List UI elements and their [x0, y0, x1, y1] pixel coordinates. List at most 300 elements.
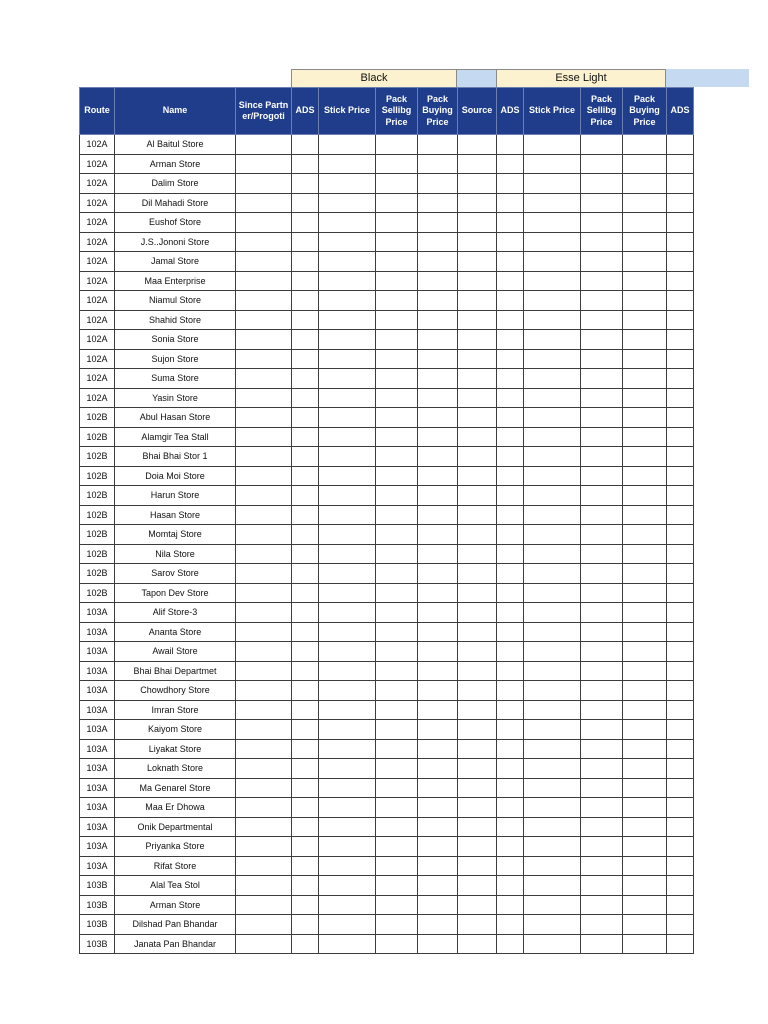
route-cell[interactable]: 103A [80, 798, 115, 818]
empty-cell[interactable] [319, 525, 376, 545]
empty-cell[interactable] [623, 525, 667, 545]
empty-cell[interactable] [581, 700, 623, 720]
empty-cell[interactable] [376, 291, 418, 311]
empty-cell[interactable] [376, 876, 418, 896]
empty-cell[interactable] [623, 934, 667, 954]
empty-cell[interactable] [667, 720, 694, 740]
empty-cell[interactable] [292, 135, 319, 155]
store-name-cell[interactable]: Al Baitul Store [115, 135, 236, 155]
route-cell[interactable]: 103A [80, 681, 115, 701]
empty-cell[interactable] [524, 252, 581, 272]
empty-cell[interactable] [418, 271, 458, 291]
empty-cell[interactable] [236, 856, 292, 876]
empty-cell[interactable] [418, 915, 458, 935]
route-cell[interactable]: 102A [80, 135, 115, 155]
empty-cell[interactable] [376, 232, 418, 252]
empty-cell[interactable] [376, 759, 418, 779]
empty-cell[interactable] [458, 291, 497, 311]
empty-cell[interactable] [581, 447, 623, 467]
empty-cell[interactable] [458, 544, 497, 564]
empty-cell[interactable] [376, 525, 418, 545]
empty-cell[interactable] [581, 154, 623, 174]
store-name-cell[interactable]: Dalim Store [115, 174, 236, 194]
empty-cell[interactable] [497, 486, 524, 506]
empty-cell[interactable] [236, 564, 292, 584]
empty-cell[interactable] [292, 915, 319, 935]
empty-cell[interactable] [418, 135, 458, 155]
route-cell[interactable]: 102B [80, 427, 115, 447]
empty-cell[interactable] [524, 447, 581, 467]
empty-cell[interactable] [667, 135, 694, 155]
empty-cell[interactable] [524, 291, 581, 311]
empty-cell[interactable] [418, 427, 458, 447]
empty-cell[interactable] [376, 817, 418, 837]
empty-cell[interactable] [623, 213, 667, 233]
empty-cell[interactable] [458, 427, 497, 447]
empty-cell[interactable] [497, 369, 524, 389]
route-cell[interactable]: 103A [80, 817, 115, 837]
empty-cell[interactable] [667, 798, 694, 818]
empty-cell[interactable] [623, 388, 667, 408]
empty-cell[interactable] [458, 525, 497, 545]
store-name-cell[interactable]: Eushof Store [115, 213, 236, 233]
empty-cell[interactable] [458, 583, 497, 603]
empty-cell[interactable] [623, 837, 667, 857]
empty-cell[interactable] [376, 427, 418, 447]
empty-cell[interactable] [292, 310, 319, 330]
route-cell[interactable]: 103B [80, 876, 115, 896]
empty-cell[interactable] [623, 349, 667, 369]
empty-cell[interactable] [667, 681, 694, 701]
empty-cell[interactable] [236, 720, 292, 740]
empty-cell[interactable] [292, 466, 319, 486]
store-name-cell[interactable]: Chowdhory Store [115, 681, 236, 701]
empty-cell[interactable] [497, 564, 524, 584]
empty-cell[interactable] [319, 817, 376, 837]
empty-cell[interactable] [319, 291, 376, 311]
empty-cell[interactable] [376, 544, 418, 564]
empty-cell[interactable] [418, 895, 458, 915]
empty-cell[interactable] [319, 271, 376, 291]
store-name-cell[interactable]: Liyakat Store [115, 739, 236, 759]
empty-cell[interactable] [524, 193, 581, 213]
empty-cell[interactable] [524, 798, 581, 818]
empty-cell[interactable] [236, 271, 292, 291]
empty-cell[interactable] [292, 739, 319, 759]
empty-cell[interactable] [667, 739, 694, 759]
empty-cell[interactable] [319, 681, 376, 701]
empty-cell[interactable] [623, 291, 667, 311]
empty-cell[interactable] [236, 310, 292, 330]
empty-cell[interactable] [418, 700, 458, 720]
empty-cell[interactable] [581, 174, 623, 194]
empty-cell[interactable] [497, 525, 524, 545]
route-cell[interactable]: 103B [80, 895, 115, 915]
empty-cell[interactable] [623, 739, 667, 759]
empty-cell[interactable] [236, 603, 292, 623]
empty-cell[interactable] [418, 213, 458, 233]
empty-cell[interactable] [236, 876, 292, 896]
empty-cell[interactable] [497, 700, 524, 720]
empty-cell[interactable] [236, 837, 292, 857]
empty-cell[interactable] [236, 193, 292, 213]
empty-cell[interactable] [524, 837, 581, 857]
empty-cell[interactable] [319, 388, 376, 408]
empty-cell[interactable] [667, 759, 694, 779]
empty-cell[interactable] [581, 915, 623, 935]
empty-cell[interactable] [292, 837, 319, 857]
empty-cell[interactable] [319, 447, 376, 467]
empty-cell[interactable] [497, 895, 524, 915]
route-cell[interactable]: 102B [80, 583, 115, 603]
empty-cell[interactable] [236, 427, 292, 447]
empty-cell[interactable] [524, 408, 581, 428]
empty-cell[interactable] [623, 583, 667, 603]
empty-cell[interactable] [418, 759, 458, 779]
empty-cell[interactable] [581, 466, 623, 486]
empty-cell[interactable] [319, 193, 376, 213]
empty-cell[interactable] [292, 583, 319, 603]
empty-cell[interactable] [236, 330, 292, 350]
store-name-cell[interactable]: J.S..Jononi Store [115, 232, 236, 252]
empty-cell[interactable] [319, 427, 376, 447]
empty-cell[interactable] [667, 330, 694, 350]
store-name-cell[interactable]: Niamul Store [115, 291, 236, 311]
empty-cell[interactable] [292, 369, 319, 389]
empty-cell[interactable] [623, 232, 667, 252]
empty-cell[interactable] [418, 876, 458, 896]
empty-cell[interactable] [667, 408, 694, 428]
empty-cell[interactable] [667, 252, 694, 272]
empty-cell[interactable] [292, 700, 319, 720]
empty-cell[interactable] [581, 759, 623, 779]
empty-cell[interactable] [319, 778, 376, 798]
empty-cell[interactable] [623, 603, 667, 623]
store-name-cell[interactable]: Sarov Store [115, 564, 236, 584]
empty-cell[interactable] [292, 856, 319, 876]
empty-cell[interactable] [236, 291, 292, 311]
empty-cell[interactable] [319, 564, 376, 584]
route-cell[interactable]: 102B [80, 544, 115, 564]
store-name-cell[interactable]: Dilshad Pan Bhandar [115, 915, 236, 935]
empty-cell[interactable] [581, 408, 623, 428]
empty-cell[interactable] [292, 895, 319, 915]
empty-cell[interactable] [497, 915, 524, 935]
empty-cell[interactable] [524, 661, 581, 681]
empty-cell[interactable] [667, 564, 694, 584]
empty-cell[interactable] [623, 798, 667, 818]
store-name-cell[interactable]: Tapon Dev Store [115, 583, 236, 603]
store-name-cell[interactable]: Momtaj Store [115, 525, 236, 545]
empty-cell[interactable] [623, 135, 667, 155]
empty-cell[interactable] [667, 213, 694, 233]
route-cell[interactable]: 102B [80, 564, 115, 584]
empty-cell[interactable] [418, 642, 458, 662]
store-name-cell[interactable]: Alamgir Tea Stall [115, 427, 236, 447]
empty-cell[interactable] [376, 739, 418, 759]
empty-cell[interactable] [497, 310, 524, 330]
empty-cell[interactable] [524, 505, 581, 525]
empty-cell[interactable] [581, 349, 623, 369]
empty-cell[interactable] [623, 876, 667, 896]
empty-cell[interactable] [292, 486, 319, 506]
empty-cell[interactable] [236, 759, 292, 779]
empty-cell[interactable] [319, 720, 376, 740]
empty-cell[interactable] [292, 505, 319, 525]
empty-cell[interactable] [418, 232, 458, 252]
empty-cell[interactable] [319, 252, 376, 272]
route-cell[interactable]: 103A [80, 837, 115, 857]
empty-cell[interactable] [581, 622, 623, 642]
empty-cell[interactable] [376, 915, 418, 935]
empty-cell[interactable] [236, 135, 292, 155]
empty-cell[interactable] [524, 427, 581, 447]
empty-cell[interactable] [581, 271, 623, 291]
empty-cell[interactable] [623, 505, 667, 525]
empty-cell[interactable] [236, 252, 292, 272]
empty-cell[interactable] [458, 447, 497, 467]
empty-cell[interactable] [236, 505, 292, 525]
empty-cell[interactable] [418, 934, 458, 954]
empty-cell[interactable] [376, 778, 418, 798]
empty-cell[interactable] [236, 739, 292, 759]
empty-cell[interactable] [458, 876, 497, 896]
empty-cell[interactable] [497, 349, 524, 369]
route-cell[interactable]: 103A [80, 642, 115, 662]
empty-cell[interactable] [667, 778, 694, 798]
empty-cell[interactable] [376, 330, 418, 350]
empty-cell[interactable] [623, 466, 667, 486]
empty-cell[interactable] [458, 720, 497, 740]
empty-cell[interactable] [319, 622, 376, 642]
empty-cell[interactable] [418, 291, 458, 311]
empty-cell[interactable] [376, 564, 418, 584]
store-name-cell[interactable]: Kaiyom Store [115, 720, 236, 740]
empty-cell[interactable] [292, 291, 319, 311]
store-name-cell[interactable]: Maa Er Dhowa [115, 798, 236, 818]
store-name-cell[interactable]: Rifat Store [115, 856, 236, 876]
empty-cell[interactable] [667, 466, 694, 486]
empty-cell[interactable] [458, 505, 497, 525]
route-cell[interactable]: 102A [80, 291, 115, 311]
empty-cell[interactable] [292, 564, 319, 584]
empty-cell[interactable] [497, 720, 524, 740]
store-name-cell[interactable]: Bhai Bhai Departmet [115, 661, 236, 681]
empty-cell[interactable] [292, 720, 319, 740]
empty-cell[interactable] [667, 661, 694, 681]
empty-cell[interactable] [623, 642, 667, 662]
empty-cell[interactable] [236, 661, 292, 681]
empty-cell[interactable] [236, 895, 292, 915]
store-name-cell[interactable]: Ananta Store [115, 622, 236, 642]
empty-cell[interactable] [497, 837, 524, 857]
empty-cell[interactable] [524, 583, 581, 603]
empty-cell[interactable] [376, 252, 418, 272]
empty-cell[interactable] [524, 739, 581, 759]
empty-cell[interactable] [667, 895, 694, 915]
store-name-cell[interactable]: Suma Store [115, 369, 236, 389]
empty-cell[interactable] [497, 778, 524, 798]
empty-cell[interactable] [418, 310, 458, 330]
empty-cell[interactable] [376, 856, 418, 876]
empty-cell[interactable] [581, 876, 623, 896]
empty-cell[interactable] [376, 349, 418, 369]
empty-cell[interactable] [524, 174, 581, 194]
empty-cell[interactable] [458, 154, 497, 174]
empty-cell[interactable] [376, 271, 418, 291]
empty-cell[interactable] [497, 583, 524, 603]
empty-cell[interactable] [524, 232, 581, 252]
empty-cell[interactable] [497, 505, 524, 525]
empty-cell[interactable] [292, 622, 319, 642]
route-cell[interactable]: 103B [80, 934, 115, 954]
empty-cell[interactable] [418, 583, 458, 603]
empty-cell[interactable] [458, 837, 497, 857]
empty-cell[interactable] [667, 193, 694, 213]
store-name-cell[interactable]: Janata Pan Bhandar [115, 934, 236, 954]
empty-cell[interactable] [497, 408, 524, 428]
empty-cell[interactable] [667, 915, 694, 935]
empty-cell[interactable] [581, 252, 623, 272]
empty-cell[interactable] [458, 466, 497, 486]
empty-cell[interactable] [497, 213, 524, 233]
empty-cell[interactable] [292, 252, 319, 272]
empty-cell[interactable] [667, 486, 694, 506]
empty-cell[interactable] [418, 622, 458, 642]
empty-cell[interactable] [581, 544, 623, 564]
empty-cell[interactable] [418, 447, 458, 467]
empty-cell[interactable] [418, 486, 458, 506]
empty-cell[interactable] [623, 700, 667, 720]
empty-cell[interactable] [376, 135, 418, 155]
empty-cell[interactable] [236, 681, 292, 701]
empty-cell[interactable] [236, 622, 292, 642]
empty-cell[interactable] [458, 388, 497, 408]
empty-cell[interactable] [667, 856, 694, 876]
empty-cell[interactable] [524, 934, 581, 954]
empty-cell[interactable] [319, 700, 376, 720]
store-name-cell[interactable]: Priyanka Store [115, 837, 236, 857]
empty-cell[interactable] [667, 700, 694, 720]
empty-cell[interactable] [458, 174, 497, 194]
empty-cell[interactable] [524, 544, 581, 564]
empty-cell[interactable] [418, 603, 458, 623]
store-name-cell[interactable]: Alal Tea Stol [115, 876, 236, 896]
empty-cell[interactable] [524, 856, 581, 876]
empty-cell[interactable] [581, 778, 623, 798]
empty-cell[interactable] [292, 603, 319, 623]
empty-cell[interactable] [497, 174, 524, 194]
empty-cell[interactable] [319, 895, 376, 915]
route-cell[interactable]: 102A [80, 154, 115, 174]
route-cell[interactable]: 102B [80, 408, 115, 428]
empty-cell[interactable] [292, 876, 319, 896]
empty-cell[interactable] [292, 642, 319, 662]
store-name-cell[interactable]: Doia Moi Store [115, 466, 236, 486]
empty-cell[interactable] [667, 934, 694, 954]
empty-cell[interactable] [458, 369, 497, 389]
empty-cell[interactable] [524, 564, 581, 584]
store-name-cell[interactable]: Nila Store [115, 544, 236, 564]
empty-cell[interactable] [581, 330, 623, 350]
empty-cell[interactable] [458, 759, 497, 779]
store-name-cell[interactable]: Jamal Store [115, 252, 236, 272]
empty-cell[interactable] [497, 934, 524, 954]
empty-cell[interactable] [581, 642, 623, 662]
empty-cell[interactable] [376, 447, 418, 467]
empty-cell[interactable] [458, 895, 497, 915]
empty-cell[interactable] [524, 817, 581, 837]
empty-cell[interactable] [667, 837, 694, 857]
empty-cell[interactable] [319, 759, 376, 779]
empty-cell[interactable] [319, 837, 376, 857]
empty-cell[interactable] [458, 856, 497, 876]
empty-cell[interactable] [236, 232, 292, 252]
empty-cell[interactable] [458, 700, 497, 720]
empty-cell[interactable] [236, 154, 292, 174]
empty-cell[interactable] [292, 193, 319, 213]
empty-cell[interactable] [292, 232, 319, 252]
route-cell[interactable]: 103A [80, 622, 115, 642]
empty-cell[interactable] [524, 876, 581, 896]
empty-cell[interactable] [376, 661, 418, 681]
empty-cell[interactable] [524, 720, 581, 740]
empty-cell[interactable] [319, 408, 376, 428]
empty-cell[interactable] [623, 271, 667, 291]
empty-cell[interactable] [236, 915, 292, 935]
empty-cell[interactable] [292, 174, 319, 194]
empty-cell[interactable] [581, 310, 623, 330]
empty-cell[interactable] [524, 642, 581, 662]
empty-cell[interactable] [524, 622, 581, 642]
empty-cell[interactable] [292, 330, 319, 350]
empty-cell[interactable] [236, 447, 292, 467]
empty-cell[interactable] [623, 193, 667, 213]
empty-cell[interactable] [458, 408, 497, 428]
empty-cell[interactable] [524, 486, 581, 506]
empty-cell[interactable] [292, 817, 319, 837]
empty-cell[interactable] [319, 661, 376, 681]
empty-cell[interactable] [667, 349, 694, 369]
empty-cell[interactable] [458, 739, 497, 759]
empty-cell[interactable] [667, 642, 694, 662]
empty-cell[interactable] [319, 154, 376, 174]
empty-cell[interactable] [623, 252, 667, 272]
route-cell[interactable]: 103A [80, 856, 115, 876]
empty-cell[interactable] [458, 778, 497, 798]
empty-cell[interactable] [292, 778, 319, 798]
empty-cell[interactable] [236, 544, 292, 564]
empty-cell[interactable] [524, 388, 581, 408]
empty-cell[interactable] [524, 310, 581, 330]
store-name-cell[interactable]: Dil Mahadi Store [115, 193, 236, 213]
store-name-cell[interactable]: Sonia Store [115, 330, 236, 350]
empty-cell[interactable] [497, 544, 524, 564]
empty-cell[interactable] [319, 310, 376, 330]
empty-cell[interactable] [623, 661, 667, 681]
empty-cell[interactable] [667, 154, 694, 174]
empty-cell[interactable] [623, 369, 667, 389]
empty-cell[interactable] [667, 876, 694, 896]
empty-cell[interactable] [376, 388, 418, 408]
empty-cell[interactable] [623, 427, 667, 447]
empty-cell[interactable] [524, 369, 581, 389]
empty-cell[interactable] [667, 310, 694, 330]
empty-cell[interactable] [581, 486, 623, 506]
empty-cell[interactable] [458, 330, 497, 350]
empty-cell[interactable] [623, 154, 667, 174]
empty-cell[interactable] [667, 174, 694, 194]
